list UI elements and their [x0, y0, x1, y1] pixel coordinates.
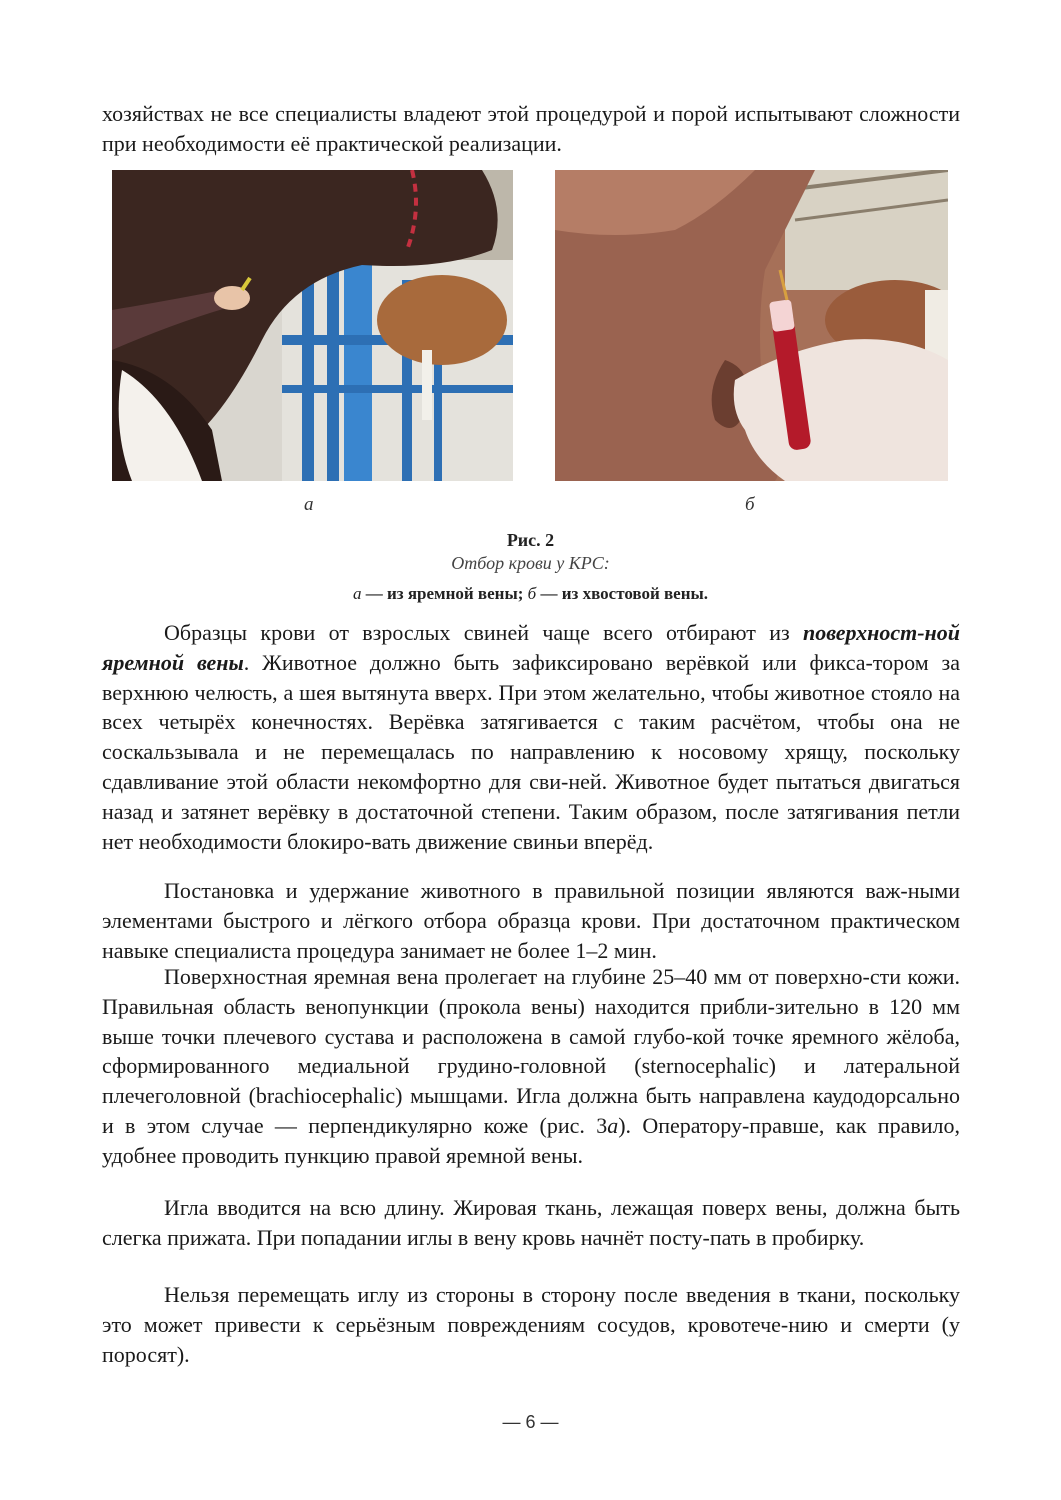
- paragraph-1: [102, 618, 960, 856]
- figure-legend: [0, 584, 1061, 604]
- paragraph-2: Постановка и удержание животного в правильной позиции являются важ-ными элементами быстрого и лёгкого отбора образца крови. При достаточном практическом навыке специалиста процедура занимает не более 1–2 мин.: [102, 878, 960, 963]
- paragraph-4: Игла вводится на всю длину. Жировая ткань, лежащая поверх вены, должна быть слегка прижата. При попадании иглы в вену кровь начнёт посту-пать в пробирку.: [102, 1195, 960, 1250]
- figure-photo-b: [555, 170, 948, 481]
- figure-subtitle: Отбор крови у КРС:: [451, 553, 610, 573]
- figure-label-a: а: [304, 494, 314, 515]
- legend-a-text: — из яремной вены;: [361, 584, 528, 603]
- legend-b-text: — из хвостовой вены.: [536, 584, 709, 603]
- p1-emphasis: поверхност-ной яремной вены: [102, 620, 960, 675]
- p3-after: ). Оператору-правше, как правило, удобнее проводить пункцию правой яремной вены.: [102, 1112, 960, 1168]
- legend-a-letter: а: [352, 584, 362, 603]
- legend-b-letter: б: [527, 584, 537, 603]
- paragraph-5: Нельзя перемещать иглу из стороны в сторону после введения в ткани, поскольку это может привести к серьёзным повреждениям сосудов, кровотече-нию и смерти (у поросят).: [102, 1282, 960, 1367]
- figure-label-b: б: [745, 494, 755, 515]
- figure-title: Рис. 2: [506, 530, 555, 550]
- p1-before: Образцы крови от взрослых свиней чаще всего отбирают из: [164, 620, 803, 645]
- p3-before: Поверхностная яремная вена пролегает на глубине 25–40 мм от поверхно-сти кожи. Правильная область венопункции (прокола вены) находится прибли-зительно в 120 мм выше точки плечевого сустава и расположена в самой глубо-кой точке яремного жёлоба, сформированного медиальной грудино-головной (sternocephalic) и латеральной плечеголовной (brachiocephalic) мышцами. Игла должна быть направлена каудодорсально и в этом случае — перпендикулярно коже (рис. 3: [102, 964, 960, 1138]
- figure-photo-a: [112, 170, 513, 481]
- intro-paragraph: хозяйствах не все специалисты владеют этой процедурой и порой испытывают сложности при необходимости её практической реализации.: [102, 101, 960, 156]
- paragraph-3: [102, 962, 960, 1171]
- p1-after: . Животное должно быть зафиксировано верёвкой или фикса-тором за верхнюю челюсть, а шея вытянута вверх. При этом желательно, чтобы животное стояло на всех четырёх конечностях. Верёвка затягивается с таким расчётом, чтобы она не соскальзывала и не перемещалась по направлению к носовому хрящу, поскольку сдавливание этой области некомфортно для сви-ней. Животное будет пытаться двигаться назад и затянет верёвку в достаточной степени. Таким образом, после затягивания петли нет необходимости блокиро-вать движение свиньи вперёд.: [102, 649, 960, 854]
- page-number: — 6 —: [502, 1412, 559, 1432]
- p3-italic: а: [607, 1112, 619, 1138]
